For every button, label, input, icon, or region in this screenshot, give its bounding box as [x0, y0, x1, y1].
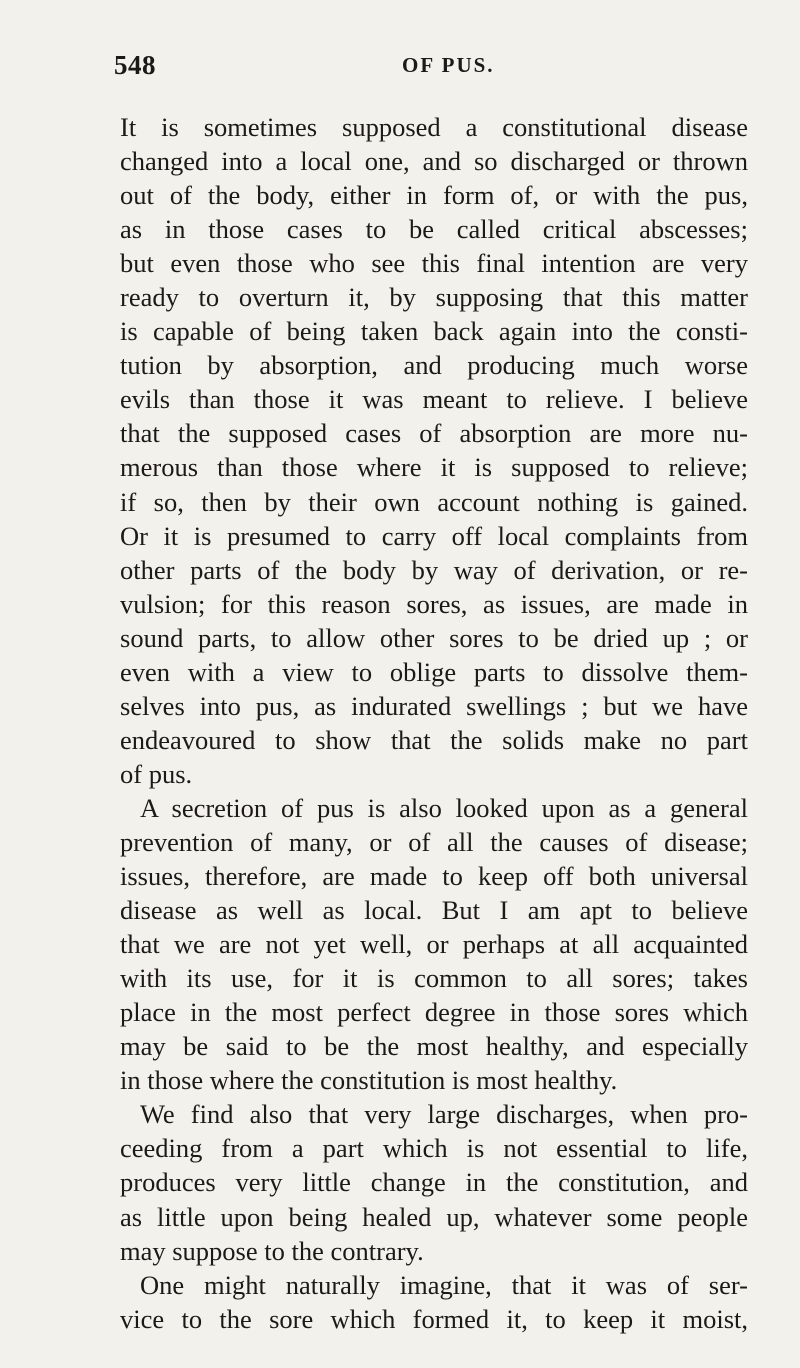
text-line: as little upon being healed up, whatever some people — [120, 1201, 748, 1232]
page-header — [0, 50, 800, 80]
text-line: disease as well as local. But I am apt to believe — [120, 895, 748, 926]
text-line: issues, therefore, are made to keep off both universal — [120, 861, 748, 892]
running-head: OF PUS. — [402, 53, 495, 77]
text-line: prevention of many, or of all the causes of disease; — [120, 826, 748, 857]
text-line: place in the most perfect degree in those sores which — [120, 997, 748, 1028]
body-text — [120, 110, 748, 1336]
page-number: 548 — [114, 50, 156, 80]
text-line: in those where the constitution is most healthy. — [120, 1065, 618, 1096]
text-line: that we are not yet well, or perhaps at all acquainted — [120, 929, 748, 960]
text-line: but even those who see this final intention are very — [120, 248, 748, 279]
text-line: selves into pus, as indurated swellings ; but we have — [120, 690, 748, 721]
paragraph — [120, 1097, 748, 1267]
paragraph — [120, 1268, 748, 1336]
text-line: as in those cases to be called critical abscesses; — [120, 214, 748, 245]
text-line: if so, then by their own account nothing is gained. — [120, 486, 748, 517]
text-line: that the supposed cases of absorption are more nu- — [120, 418, 748, 449]
text-line: Or it is presumed to carry off local complaints from — [120, 520, 748, 551]
text-line: may be said to be the most healthy, and especially — [120, 1031, 748, 1062]
text-line: tution by absorption, and producing much worse — [120, 350, 748, 381]
text-line: One might naturally imagine, that it was of ser- — [140, 1269, 748, 1300]
text-line: produces very little change in the constitution, and — [120, 1167, 748, 1198]
text-line: evils than those it was meant to relieve. I believe — [120, 384, 748, 415]
text-line: other parts of the body by way of derivation, or re- — [120, 554, 748, 585]
text-line: of pus. — [120, 758, 193, 789]
paragraph — [120, 110, 748, 791]
text-line: vulsion; for this reason sores, as issues, are made in — [120, 588, 748, 619]
text-line: ready to overturn it, by supposing that this matter — [120, 282, 748, 313]
text-line: A secretion of pus is also looked upon as a general — [140, 792, 748, 823]
text-line: even with a view to oblige parts to dissolve them- — [120, 656, 748, 687]
text-line: merous than those where it is supposed to relieve; — [120, 452, 748, 483]
text-line: sound parts, to allow other sores to be dried up ; or — [120, 622, 748, 653]
text-line: changed into a local one, and so discharged or thrown — [120, 146, 748, 177]
text-line: endeavoured to show that the solids make no part — [120, 724, 748, 755]
text-line: is capable of being taken back again into the consti- — [120, 316, 748, 347]
text-line: ceeding from a part which is not essential to life, — [120, 1133, 748, 1164]
text-line: vice to the sore which formed it, to keep it moist, — [120, 1303, 748, 1334]
text-line: with its use, for it is common to all sores; takes — [120, 963, 748, 994]
text-line: We find also that very large discharges, when pro- — [140, 1099, 748, 1130]
text-line: may suppose to the contrary. — [120, 1235, 424, 1266]
text-line: out of the body, either in form of, or with the pus, — [120, 180, 748, 211]
paragraph — [120, 791, 748, 1097]
text-line: It is sometimes supposed a constitutional disease — [120, 112, 748, 142]
